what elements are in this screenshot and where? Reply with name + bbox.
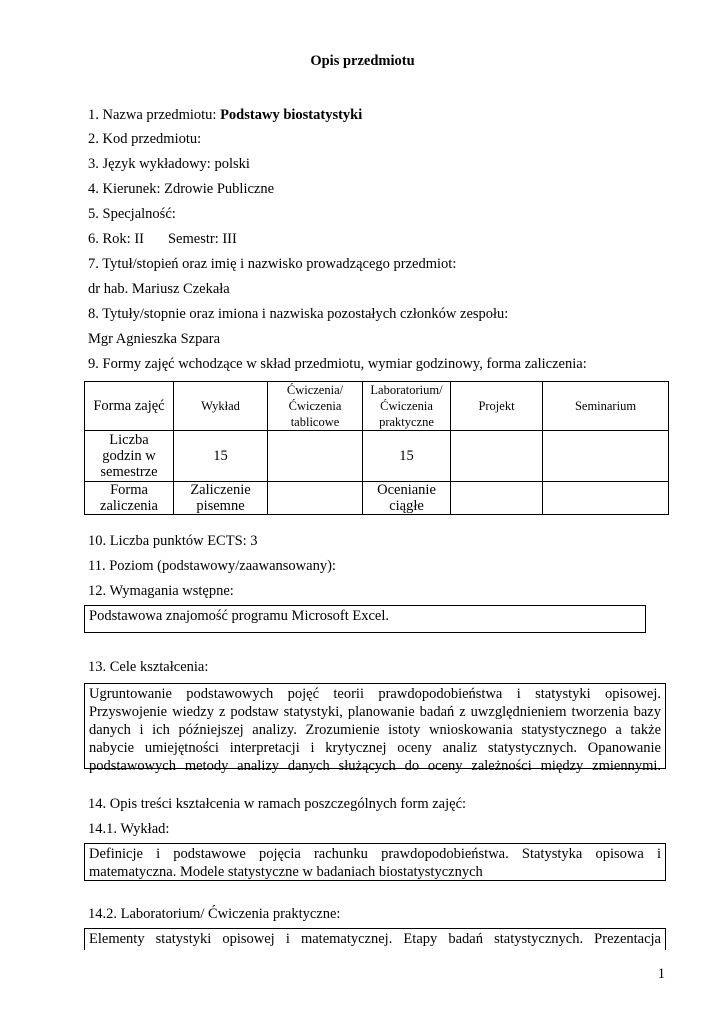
objectives-line: nabycie umiejętności interpretacji i krytycznej oceny analiz statystycznych. Opanowanie xyxy=(89,740,661,756)
item-11: 11. Poziom (podstawowy/zaawansowany): xyxy=(88,558,336,574)
item-1-label: 1. Nazwa przedmiotu: xyxy=(88,107,221,123)
item-14-2: 14.2. Laboratorium/ Ćwiczenia praktyczne: xyxy=(88,906,341,922)
table-cell: Zaliczenie pisemne xyxy=(174,482,268,515)
item-4: 4. Kierunek: Zdrowie Publiczne xyxy=(88,181,275,197)
item-6-semester: Semestr: III xyxy=(167,231,237,247)
table-cell: 15 xyxy=(174,431,268,482)
objectives-line: podstawowych metody analizy danych służących do oceny zależności między zmiennymi. xyxy=(89,758,661,774)
lecture-content-box xyxy=(84,843,666,881)
item-2: 2. Kod przedmiotu: xyxy=(88,131,202,147)
lecture-content-line: Definicje i podstawowe pojęcia rachunku prawdopodobieństwa. Statystyka opisowa i xyxy=(89,846,661,862)
item-7-value: dr hab. Mariusz Czekała xyxy=(88,281,230,297)
item-10: 10. Liczba punktów ECTS: 3 xyxy=(88,533,258,549)
class-forms-table xyxy=(84,381,669,515)
table-cell: Forma zaliczenia xyxy=(85,482,174,515)
table-header-cell: Projekt xyxy=(451,382,543,431)
item-8: 8. Tytuły/stopnie oraz imiona i nazwiska pozostałych członków zespołu: xyxy=(88,306,509,322)
table-header-cell: Seminarium xyxy=(543,382,669,431)
item-3: 3. Język wykładowy: polski xyxy=(88,156,250,172)
prerequisites-box xyxy=(84,605,646,633)
item-13: 13. Cele kształcenia: xyxy=(88,659,209,675)
table-cell: 15 xyxy=(363,431,451,482)
item-6-year: 6. Rok: II xyxy=(88,231,144,247)
table-cell: Ocenianie ciągłe xyxy=(363,482,451,515)
objectives-line: Ugruntowanie podstawowych pojęć teorii prawdopodobieństwa i statystyki opisowej. xyxy=(89,686,661,702)
item-14: 14. Opis treści kształcenia w ramach poszczególnych form zajęć: xyxy=(88,796,467,812)
lecture-content-line: matematyczna. Modele statystyczne w badaniach biostatystycznych xyxy=(89,864,483,880)
table-cell xyxy=(543,431,669,482)
table-cell xyxy=(451,482,543,515)
table-cell: Liczba godzin w semestrze xyxy=(85,431,174,482)
item-12: 12. Wymagania wstępne: xyxy=(88,583,234,599)
item-14-1: 14.1. Wykład: xyxy=(88,821,170,837)
table-header-cell: Ćwiczenia/ Ćwiczenia tablicowe xyxy=(268,382,363,431)
objectives-line: danych i ich późniejszej analizy. Zrozumienie istoty wnioskowania statystycznego a także xyxy=(89,722,661,738)
table-header-row xyxy=(85,382,669,431)
objectives-line: Przyswojenie wiedzy z podstaw statystyki, planowanie badań z uwzględnieniem tworzenia bazy xyxy=(89,704,661,720)
table-row xyxy=(85,431,669,482)
objectives-box xyxy=(84,683,666,774)
item-9: 9. Formy zajęć wchodzące w skład przedmiotu, wymiar godzinowy, forma zaliczenia: xyxy=(88,356,587,372)
table-header-cell: Wykład xyxy=(174,382,268,431)
table-cell xyxy=(451,431,543,482)
item-5: 5. Specjalność: xyxy=(88,206,176,222)
item-6 xyxy=(88,230,237,248)
table-header-cell: Laboratorium/ Ćwiczenia praktyczne xyxy=(363,382,451,431)
item-7: 7. Tytuł/stopień oraz imię i nazwisko prowadzącego przedmiot: xyxy=(88,256,457,272)
item-1 xyxy=(88,106,362,124)
table-header-cell: Forma zajęć xyxy=(85,382,174,431)
item-8-value: Mgr Agnieszka Szpara xyxy=(88,331,221,347)
table-row xyxy=(85,482,669,515)
page-number: 1 xyxy=(657,966,665,982)
table-cell xyxy=(268,482,363,515)
lab-content-box xyxy=(84,928,666,950)
table-cell xyxy=(268,431,363,482)
lab-content-line: Elementy statystyki opisowej i matematycznej. Etapy badań statystycznych. Prezentacja xyxy=(89,931,661,947)
document-title: Opis przedmiotu xyxy=(310,53,415,69)
table-cell xyxy=(543,482,669,515)
course-name: Podstawy biostatystyki xyxy=(220,107,363,123)
prerequisites-text: Podstawowa znajomość programu Microsoft Excel. xyxy=(89,608,389,624)
